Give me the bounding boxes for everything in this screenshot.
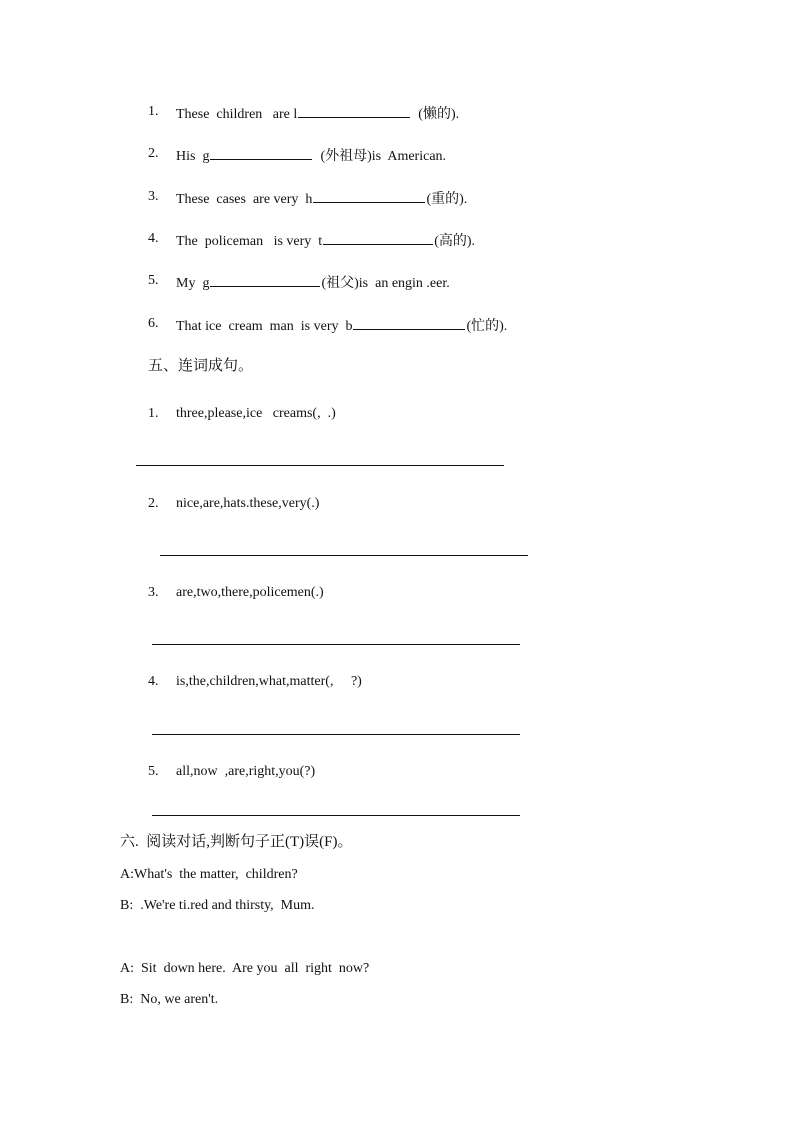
item-number: 5. — [148, 764, 159, 779]
item-number: 3. — [148, 585, 159, 600]
item-hint: (外祖母)is American. — [313, 149, 447, 164]
item-number: 5. — [148, 273, 159, 288]
item-prefix: These children are l — [176, 107, 298, 122]
answer-blank[interactable] — [323, 230, 433, 245]
answer-line[interactable] — [152, 815, 520, 816]
item-number: 2. — [148, 496, 159, 511]
word-list: are,two,there,policemen(.) — [176, 585, 324, 600]
item-text — [176, 145, 446, 166]
word-list: is,the,children,what,matter(, ?) — [176, 674, 362, 689]
answer-line[interactable] — [160, 555, 528, 556]
word-list: nice,are,hats.these,very(.) — [176, 496, 320, 511]
item-text — [176, 103, 459, 124]
item-hint: (懒的). — [411, 107, 460, 122]
answer-line[interactable] — [136, 465, 504, 466]
answer-line[interactable] — [152, 734, 520, 735]
word-list: all,now ,are,right,you(?) — [176, 764, 316, 779]
item-number: 1. — [148, 406, 159, 421]
item-text — [176, 272, 450, 293]
item-number: 1. — [148, 104, 159, 119]
word-list: three,please,ice creams(, .) — [176, 406, 336, 421]
item-number: 6. — [148, 316, 159, 331]
item-text — [176, 188, 467, 209]
item-prefix: My g — [176, 276, 210, 291]
answer-blank[interactable] — [210, 145, 312, 160]
answer-blank[interactable] — [353, 315, 465, 330]
dialogue-line: B: .We're ti.red and thirsty, Mum. — [120, 898, 315, 913]
item-hint: (忙的). — [466, 319, 508, 334]
item-number: 4. — [148, 674, 159, 689]
item-prefix: That ice cream man is very b — [176, 319, 353, 334]
answer-blank[interactable] — [298, 103, 410, 118]
answer-blank[interactable] — [210, 272, 320, 287]
dialogue-line: A:What's the matter, children? — [120, 867, 298, 882]
item-text — [176, 230, 475, 251]
answer-line[interactable] — [152, 644, 520, 645]
item-number: 4. — [148, 231, 159, 246]
item-prefix: The policeman is very t — [176, 234, 323, 249]
section-5-title: 五、连词成句。 — [148, 358, 254, 374]
dialogue-line: A: Sit down here. Are you all right now? — [120, 961, 370, 976]
item-hint: (祖父)is an engin .eer. — [321, 276, 450, 291]
item-text — [176, 315, 507, 336]
dialogue-line: B: No, we aren't. — [120, 992, 219, 1007]
item-number: 3. — [148, 189, 159, 204]
item-hint: (重的). — [426, 192, 468, 207]
item-hint: (高的). — [434, 234, 476, 249]
item-prefix: His g — [176, 149, 210, 164]
item-prefix: These cases are very h — [176, 192, 313, 207]
item-number: 2. — [148, 146, 159, 161]
answer-blank[interactable] — [313, 188, 425, 203]
section-6-title: 六. 阅读对话,判断句子正(T)误(F)。 — [120, 834, 353, 850]
